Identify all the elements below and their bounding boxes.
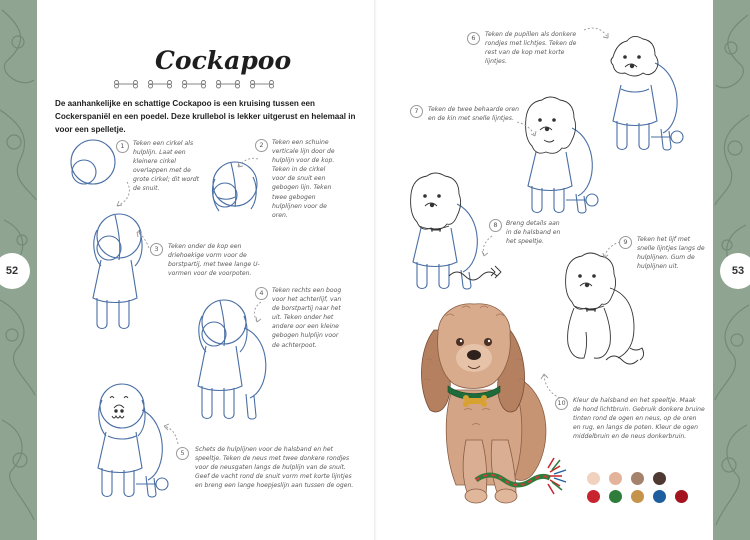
- step-9-arrow: [600, 238, 622, 262]
- step-5-arrow: [160, 420, 182, 446]
- step-10-text: Kleur de halsband en het speeltje. Maak de hond lichtbruin. Gebruik donkere bruine tinten rond de ogen en neus, op de oren en rug, en langs de poten. Kleur de ogen middelbruin en de neus donkerbruin.: [573, 397, 705, 441]
- step-1-text: Teken een cirkel als hulplijn. Laat een kleinere cirkel overlappen met de grote cirkel; dit wordt de snuit.: [133, 140, 200, 193]
- color-swatch: [675, 490, 688, 503]
- step-6-text: Teken de pupillen als donkere rondjes met lichtjes. Teken de rest van de kop met korte lijntjes.: [485, 31, 577, 66]
- step-9-text: Teken het lijf met snelle lijntjes langs de hulplijnen. Gum de hulplijnen uit.: [637, 236, 705, 271]
- page-gutter: [374, 0, 377, 540]
- step-6-arrow: [582, 24, 612, 46]
- step-7-arrow: [515, 118, 539, 140]
- final-dog-illustration: [412, 300, 572, 515]
- page-number-right: 53: [720, 253, 750, 289]
- step-5-text: Schets de hulplijnen voor de halsband en het speeltje. Teken de neus met twee donkere rondjes voor de neusgaten langs de hulplijn van de snuit. Geef de vacht rond de snuit vorm met korte lijntjes en breng een lange hoepjeslijn aan tussen de ogen.: [195, 446, 354, 490]
- step-4-text: Teken rechts een boog voor het achterlijf, van de borstpartij naar het uit. Teken onder het andere oor een kleine gebogen hulplijn voor de achterpoot.: [272, 287, 342, 349]
- step-10-arrow: [538, 370, 562, 400]
- color-swatch: [631, 490, 644, 503]
- step-1-arrow: [113, 180, 133, 210]
- step-2-arrow: [232, 155, 262, 173]
- step-6-sketch: [605, 33, 687, 153]
- step-1-sketch: [66, 137, 116, 192]
- step-3-number: 3: [150, 243, 163, 256]
- step-8-text: Breng details aan in de halsband en het speeltje.: [506, 220, 561, 246]
- step-4-number: 4: [255, 287, 268, 300]
- intro-text: De aanhankelijke en schattige Cockapoo is een kruising tussen een Cockerspaniël en een poedel. Deze krullebol is lekker uitgerust en helemaal in voor een spelletje.: [55, 99, 356, 134]
- color-swatch: [631, 472, 644, 485]
- step-10-number: 10: [555, 397, 568, 410]
- step-6-number: 6: [467, 32, 480, 45]
- step-9-number: 9: [619, 236, 632, 249]
- step-4-arrow: [247, 300, 267, 326]
- bone-divider-illustration: [112, 78, 282, 90]
- color-swatch: [653, 472, 666, 485]
- step-8-arrow: [478, 232, 496, 258]
- step-7-text: Teken de twee behaarde oren en de kin met snelle lijntjes.: [428, 106, 520, 123]
- step-8-number: 8: [489, 219, 502, 232]
- step-3-text: Teken onder de kop een driehoekige vorm voor de borstpartij, met twee lange U-vormen voor de voorpoten.: [168, 243, 260, 278]
- page-title: Cockapoo: [155, 46, 292, 75]
- step-5-number: 5: [176, 447, 189, 460]
- step-7-number: 7: [410, 105, 423, 118]
- color-swatch: [587, 490, 600, 503]
- color-swatch: [653, 490, 666, 503]
- step-3-arrow: [133, 228, 153, 254]
- step-7-sketch: [520, 96, 610, 216]
- step-2-number: 2: [255, 139, 268, 152]
- color-swatch: [587, 472, 600, 485]
- color-swatch: [609, 490, 622, 503]
- color-swatch: [609, 472, 622, 485]
- step-2-text: Teken een schuine verticale lijn door de hulplijn voor de kop. Teken in de cirkel voor de snuit een gebogen lijn. Teken twee gebogen hulplijnen voor de oren.: [272, 139, 335, 219]
- step-1-number: 1: [116, 140, 129, 153]
- page-number-left: 52: [0, 253, 30, 289]
